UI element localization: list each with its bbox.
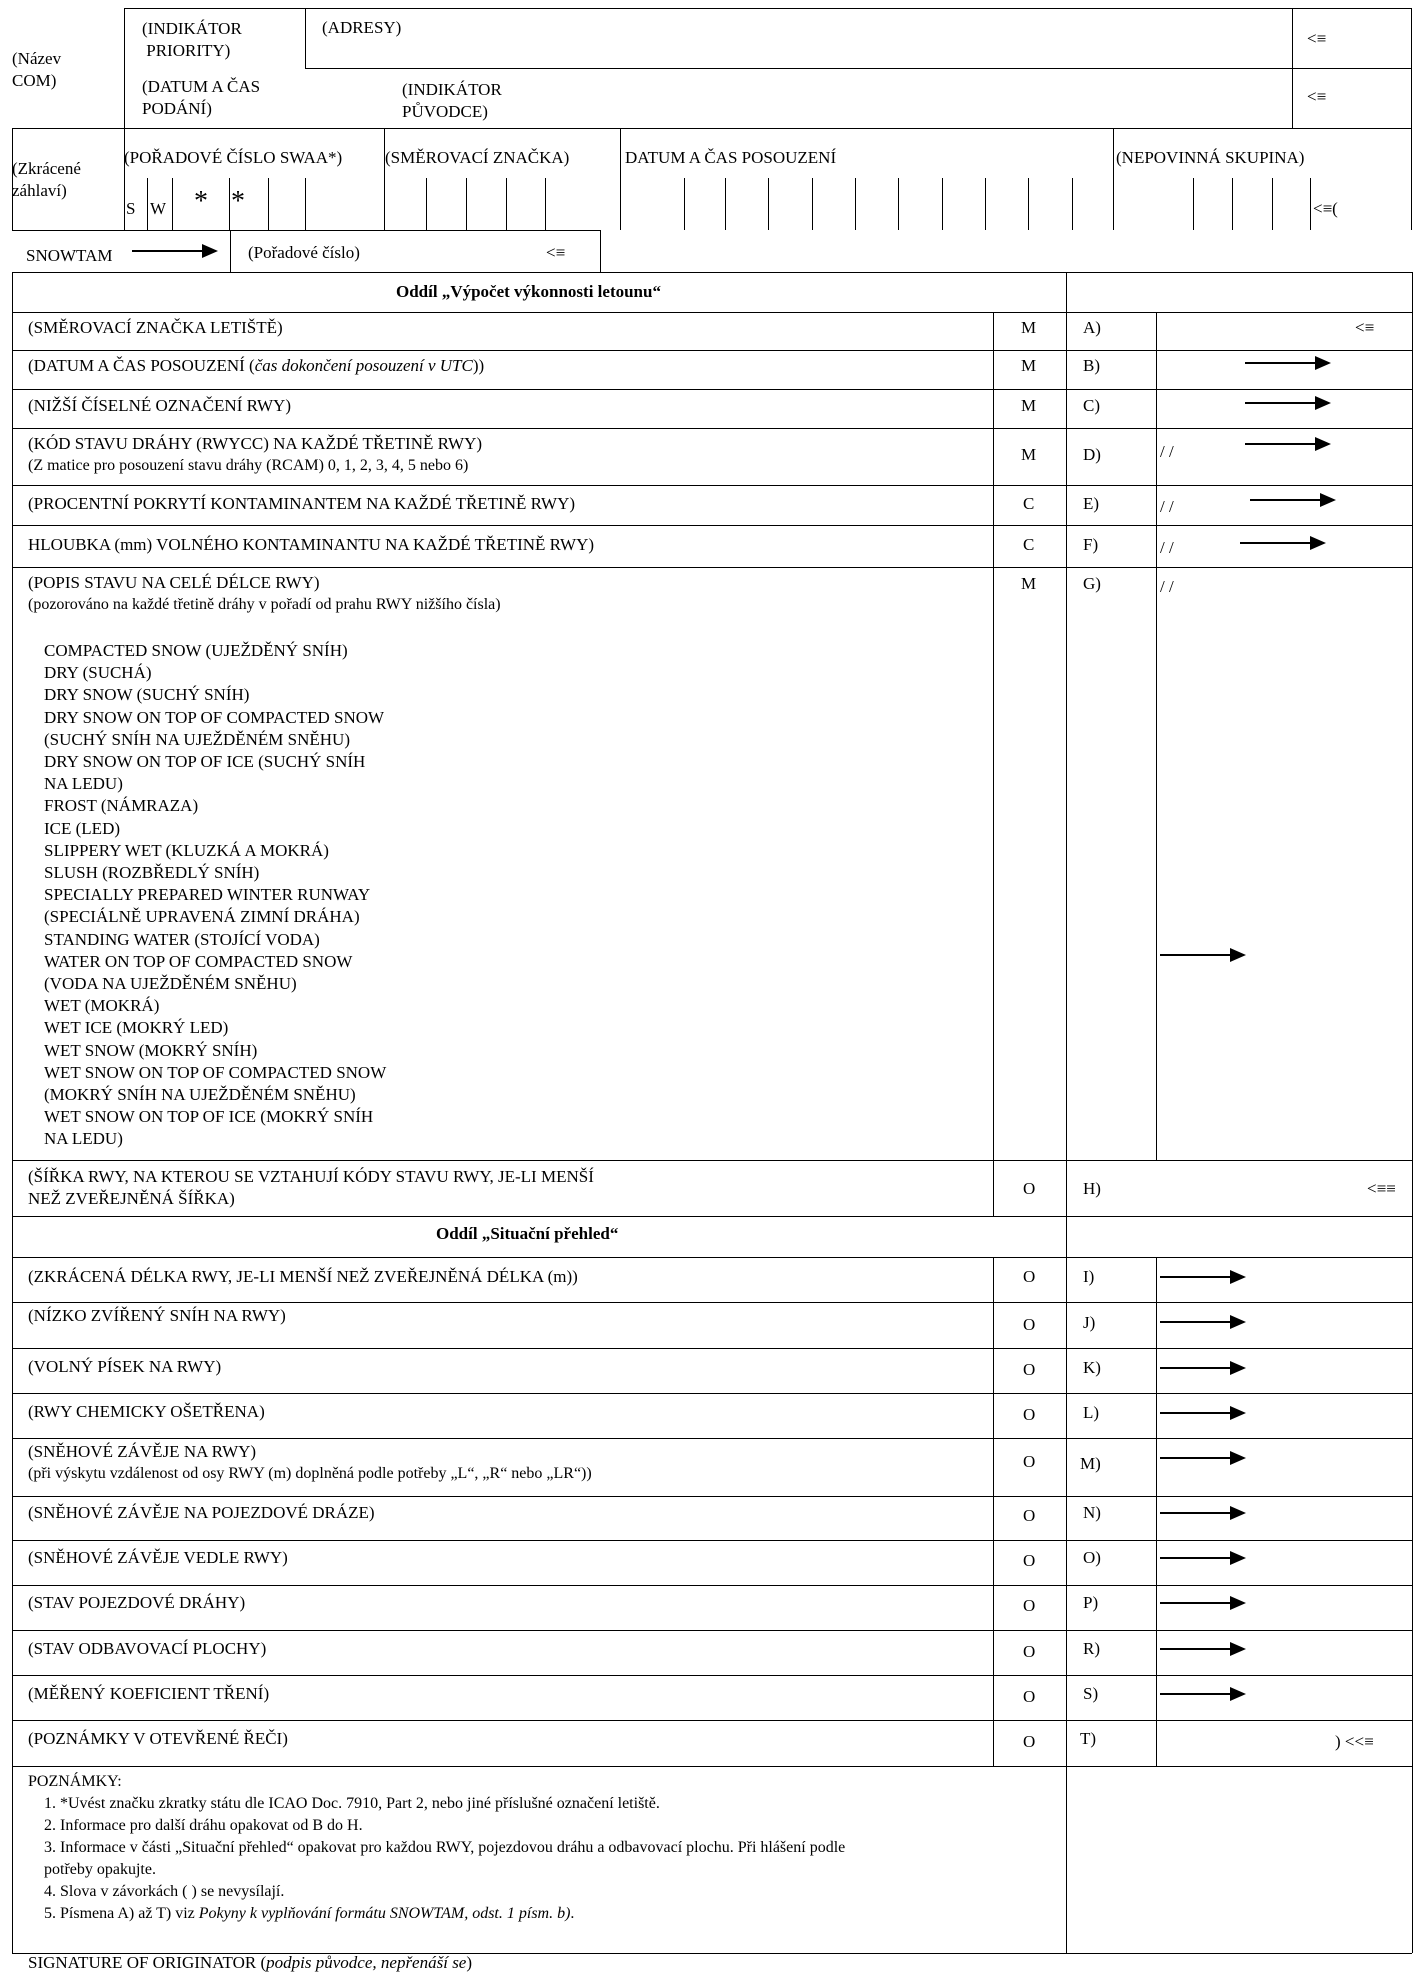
row-letter: F) [1083, 535, 1099, 554]
snowtam-label: SNOWTAM [26, 246, 113, 265]
note-item: 1. *Uvést značku zkratky státu dle ICAO Doc. 7910, Part 2, nebo jiné příslušné označení letiště. [44, 1795, 660, 1812]
row-text-n: (SNĚHOVÉ ZÁVĚJE NA POJEZDOVÉ DRÁZE) [28, 1503, 375, 1522]
end-mark: ) <<≡ [1335, 1732, 1374, 1751]
note-item: potřeby opakujte. [44, 1861, 156, 1878]
row-code: O [1023, 1642, 1036, 1661]
end-mark: <≡ [546, 243, 566, 262]
notes-block [28, 1771, 845, 1925]
row-slashes: / / [1160, 577, 1174, 596]
swaa-serial-label: (POŘADOVÉ ČÍSLO SWAA*) [124, 148, 343, 167]
row-code: M [1021, 445, 1037, 464]
row-letter: D) [1083, 445, 1101, 464]
arrow-icon [1240, 535, 1326, 551]
row-text-h: (ŠÍŘKA RWY, NA KTEROU SE VZTAHUJÍ KÓDY STAVU RWY, JE-LI MENŠÍ NEŽ ZVEŘEJNĚNÁ ŠÍŘKA) [28, 1167, 594, 1208]
list-item: (MOKRÝ SNÍH NA UJEŽDĚNÉM SNĚHU) [44, 1085, 356, 1105]
row-slashes: / / [1160, 497, 1174, 516]
row-letter: O) [1083, 1548, 1101, 1567]
end-mark: <≡ [1307, 87, 1327, 106]
row-text-g: (POPIS STAVU NA CELÉ DÉLCE RWY) [28, 573, 320, 592]
row-text-j: (NÍZKO ZVÍŘENÝ SNÍH NA RWY) [28, 1306, 286, 1325]
list-item: WET SNOW (MOKRÝ SNÍH) [44, 1040, 258, 1060]
row-letter: P) [1083, 1593, 1099, 1612]
list-item: WET SNOW ON TOP OF ICE (MOKRÝ SNÍH [44, 1107, 374, 1127]
list-item: DRY SNOW ON TOP OF COMPACTED SNOW [44, 707, 385, 727]
abbreviated-header-label: (Zkrácené záhlaví) [12, 159, 81, 200]
list-item: (SPECIÁLNĚ UPRAVENÁ ZIMNÍ DRÁHA) [44, 907, 360, 927]
arrow-icon [1245, 395, 1331, 411]
list-item: NA LEDU) [44, 774, 123, 794]
list-item: FROST (NÁMRAZA) [44, 796, 199, 816]
note-item: 3. Informace v části „Situační přehled“ opakovat pro každou RWY, pojezdovou dráhu a odbavovací plochu. Při hlášení podle [44, 1839, 846, 1856]
list-item: DRY SNOW (SUCHÝ SNÍH) [44, 685, 250, 705]
row-text-b: (DATUM A ČAS POSOUZENÍ (čas dokončení posouzení v UTC)) [28, 356, 485, 375]
arrow-icon [1160, 1360, 1246, 1376]
row-letter: C) [1083, 396, 1100, 415]
w-cell: W [150, 199, 167, 218]
row-code: M [1021, 574, 1037, 593]
priority-indicator-label: (INDIKÁTOR PRIORITY) [142, 19, 242, 60]
row-letter: I) [1083, 1267, 1095, 1286]
list-item: (VODA NA UJEŽDĚNÉM SNĚHU) [44, 974, 297, 994]
row-text-c: (NIŽŠÍ ČÍSELNÉ OZNAČENÍ RWY) [28, 396, 291, 415]
row-letter: H) [1083, 1179, 1101, 1198]
row-text-i: (ZKRÁCENÁ DÉLKA RWY, JE-LI MENŠÍ NEŽ ZVEŘEJNĚNÁ DÉLKA (m)) [28, 1267, 578, 1286]
end-paren-mark: <≡( [1313, 199, 1338, 218]
row-letter: M) [1080, 1454, 1101, 1473]
row-text-e: (PROCENTNÍ POKRYTÍ KONTAMINANTEM NA KAŽDÉ TŘETINĚ RWY) [28, 494, 576, 513]
note-item: 4. Slova v závorkách ( ) se nevysílají. [44, 1883, 285, 1900]
row-text-k: (VOLNÝ PÍSEK NA RWY) [28, 1357, 222, 1376]
star-cell: * [194, 186, 208, 217]
signature-line: SIGNATURE OF ORIGINATOR (podpis původce, nepřenáší se) [28, 1953, 473, 1972]
row-letter: T) [1080, 1729, 1097, 1748]
row-letter: E) [1083, 494, 1100, 513]
arrow-icon [1160, 1405, 1246, 1421]
row-text-s: (MĚŘENÝ KOEFICIENT TŘENÍ) [28, 1684, 270, 1703]
end-mark: <≡ [1355, 318, 1375, 337]
list-item: STANDING WATER (STOJÍCÍ VODA) [44, 929, 320, 949]
location-indicator-label: (SMĚROVACÍ ZNAČKA) [385, 148, 570, 167]
row-code: C [1023, 494, 1035, 513]
row-code: M [1021, 318, 1037, 337]
row-code: M [1021, 356, 1037, 375]
row-letter: G) [1083, 574, 1101, 593]
row-code: O [1023, 1452, 1036, 1471]
row-code: O [1023, 1405, 1036, 1424]
end-mark: <≡≡ [1367, 1179, 1396, 1198]
row-code: O [1023, 1506, 1036, 1525]
arrow-icon [1160, 1550, 1246, 1566]
row-code: C [1023, 535, 1035, 554]
row-subtext: (při výskytu vzdálenost od osy RWY (m) doplněná podle potřeby „L“, „R“ nebo „LR“)) [28, 1465, 592, 1482]
note-item: 2. Informace pro další dráhu opakovat od B do H. [44, 1817, 363, 1834]
row-code: M [1021, 396, 1037, 415]
list-item: (SUCHÝ SNÍH NA UJEŽDĚNÉM SNĚHU) [44, 729, 350, 749]
row-text-l: (RWY CHEMICKY OŠETŘENA) [28, 1402, 265, 1421]
originator-indicator-label: (INDIKÁTOR PŮVODCE) [402, 80, 502, 121]
list-item: WET ICE (MOKRÝ LED) [44, 1018, 229, 1038]
row-code: O [1023, 1732, 1036, 1751]
row-code: O [1023, 1596, 1036, 1615]
arrow-icon [1160, 1314, 1246, 1330]
section-title: Oddíl „Situační přehled“ [436, 1224, 619, 1243]
row-code: O [1023, 1687, 1036, 1706]
row-text-m: (SNĚHOVÉ ZÁVĚJE NA RWY) [28, 1442, 257, 1461]
list-item: ICE (LED) [44, 818, 121, 838]
row-subtext: (pozorováno na každé třetině dráhy v pořadí od prahu RWY nižšího čísla) [28, 596, 501, 613]
condition-list [44, 640, 386, 1151]
s-cell: S [126, 199, 136, 218]
arrow-icon [1250, 492, 1336, 508]
arrow-icon [1160, 947, 1246, 963]
row-letter: K) [1083, 1358, 1101, 1377]
list-item: DRY SNOW ON TOP OF ICE (SUCHÝ SNÍH [44, 752, 366, 772]
arrow-icon [1245, 436, 1331, 452]
arrow-icon [1245, 355, 1331, 371]
arrow-icon [132, 243, 218, 259]
list-item: SPECIALLY PREPARED WINTER RUNWAY [44, 885, 371, 905]
note-item: 5. Písmena A) až T) viz Pokyny k vyplňování formátu SNOWTAM, odst. 1 písm. b). [44, 1905, 575, 1922]
row-letter: L) [1083, 1403, 1100, 1422]
addresses-label: (ADRESY) [322, 18, 402, 37]
arrow-icon [1160, 1686, 1246, 1702]
list-item: WATER ON TOP OF COMPACTED SNOW [44, 951, 353, 971]
row-subtext: (Z matice pro posouzení stavu dráhy (RCAM) 0, 1, 2, 3, 4, 5 nebo 6) [28, 457, 469, 474]
row-text-a: (SMĚROVACÍ ZNAČKA LETIŠTĚ) [28, 318, 283, 337]
filing-datetime-label: (DATUM A ČAS PODÁNÍ) [142, 77, 261, 118]
row-slashes: / / [1160, 538, 1174, 557]
section-title: Oddíl „Výpočet výkonnosti letounu“ [396, 282, 661, 301]
row-code: O [1023, 1179, 1036, 1198]
notes-title: POZNÁMKY: [28, 1773, 122, 1790]
row-letter: N) [1083, 1503, 1101, 1522]
list-item: SLUSH (ROZBŘEDLÝ SNÍH) [44, 863, 260, 883]
row-code: O [1023, 1551, 1036, 1570]
row-code: O [1023, 1360, 1036, 1379]
row-letter: B) [1083, 356, 1100, 375]
row-letter: A) [1083, 318, 1101, 337]
row-code: O [1023, 1267, 1036, 1286]
row-text-p: (STAV POJEZDOVÉ DRÁHY) [28, 1593, 246, 1612]
row-code: O [1023, 1315, 1036, 1334]
row-letter: S) [1083, 1684, 1099, 1703]
arrow-icon [1160, 1269, 1246, 1285]
arrow-icon [1160, 1450, 1246, 1466]
row-text-t: (POZNÁMKY V OTEVŘENÉ ŘEČI) [28, 1729, 288, 1748]
list-item: SLIPPERY WET (KLUZKÁ A MOKRÁ) [44, 840, 329, 860]
row-letter: R) [1083, 1639, 1100, 1658]
star-cell: * [231, 186, 245, 217]
list-item: COMPACTED SNOW (UJEŽDĚNÝ SNÍH) [44, 641, 348, 660]
list-item: NA LEDU) [44, 1129, 123, 1149]
arrow-icon [1160, 1641, 1246, 1657]
arrow-icon [1160, 1505, 1246, 1521]
optional-group-label: (NEPOVINNÁ SKUPINA) [1116, 148, 1305, 167]
list-item: WET (MOKRÁ) [44, 996, 160, 1016]
end-mark: <≡ [1307, 29, 1327, 48]
row-text-o: (SNĚHOVÉ ZÁVĚJE VEDLE RWY) [28, 1548, 288, 1567]
row-text-f: HLOUBKA (mm) VOLNÉHO KONTAMINANTU NA KAŽDÉ TŘETINĚ RWY) [28, 535, 595, 554]
serial-number-label: (Pořadové číslo) [248, 243, 360, 262]
list-item: DRY (SUCHÁ) [44, 663, 152, 683]
row-text-r: (STAV ODBAVOVACÍ PLOCHY) [28, 1639, 267, 1658]
arrow-icon [1160, 1595, 1246, 1611]
row-letter: J) [1083, 1313, 1096, 1332]
list-item: WET SNOW ON TOP OF COMPACTED SNOW [44, 1062, 387, 1082]
assessment-datetime-label: DATUM A ČAS POSOUZENÍ [625, 148, 837, 167]
row-text-d: (KÓD STAVU DRÁHY (RWYCC) NA KAŽDÉ TŘETINĚ RWY) [28, 434, 483, 453]
com-name-label: (Název COM) [12, 49, 62, 90]
row-slashes: / / [1160, 442, 1174, 461]
